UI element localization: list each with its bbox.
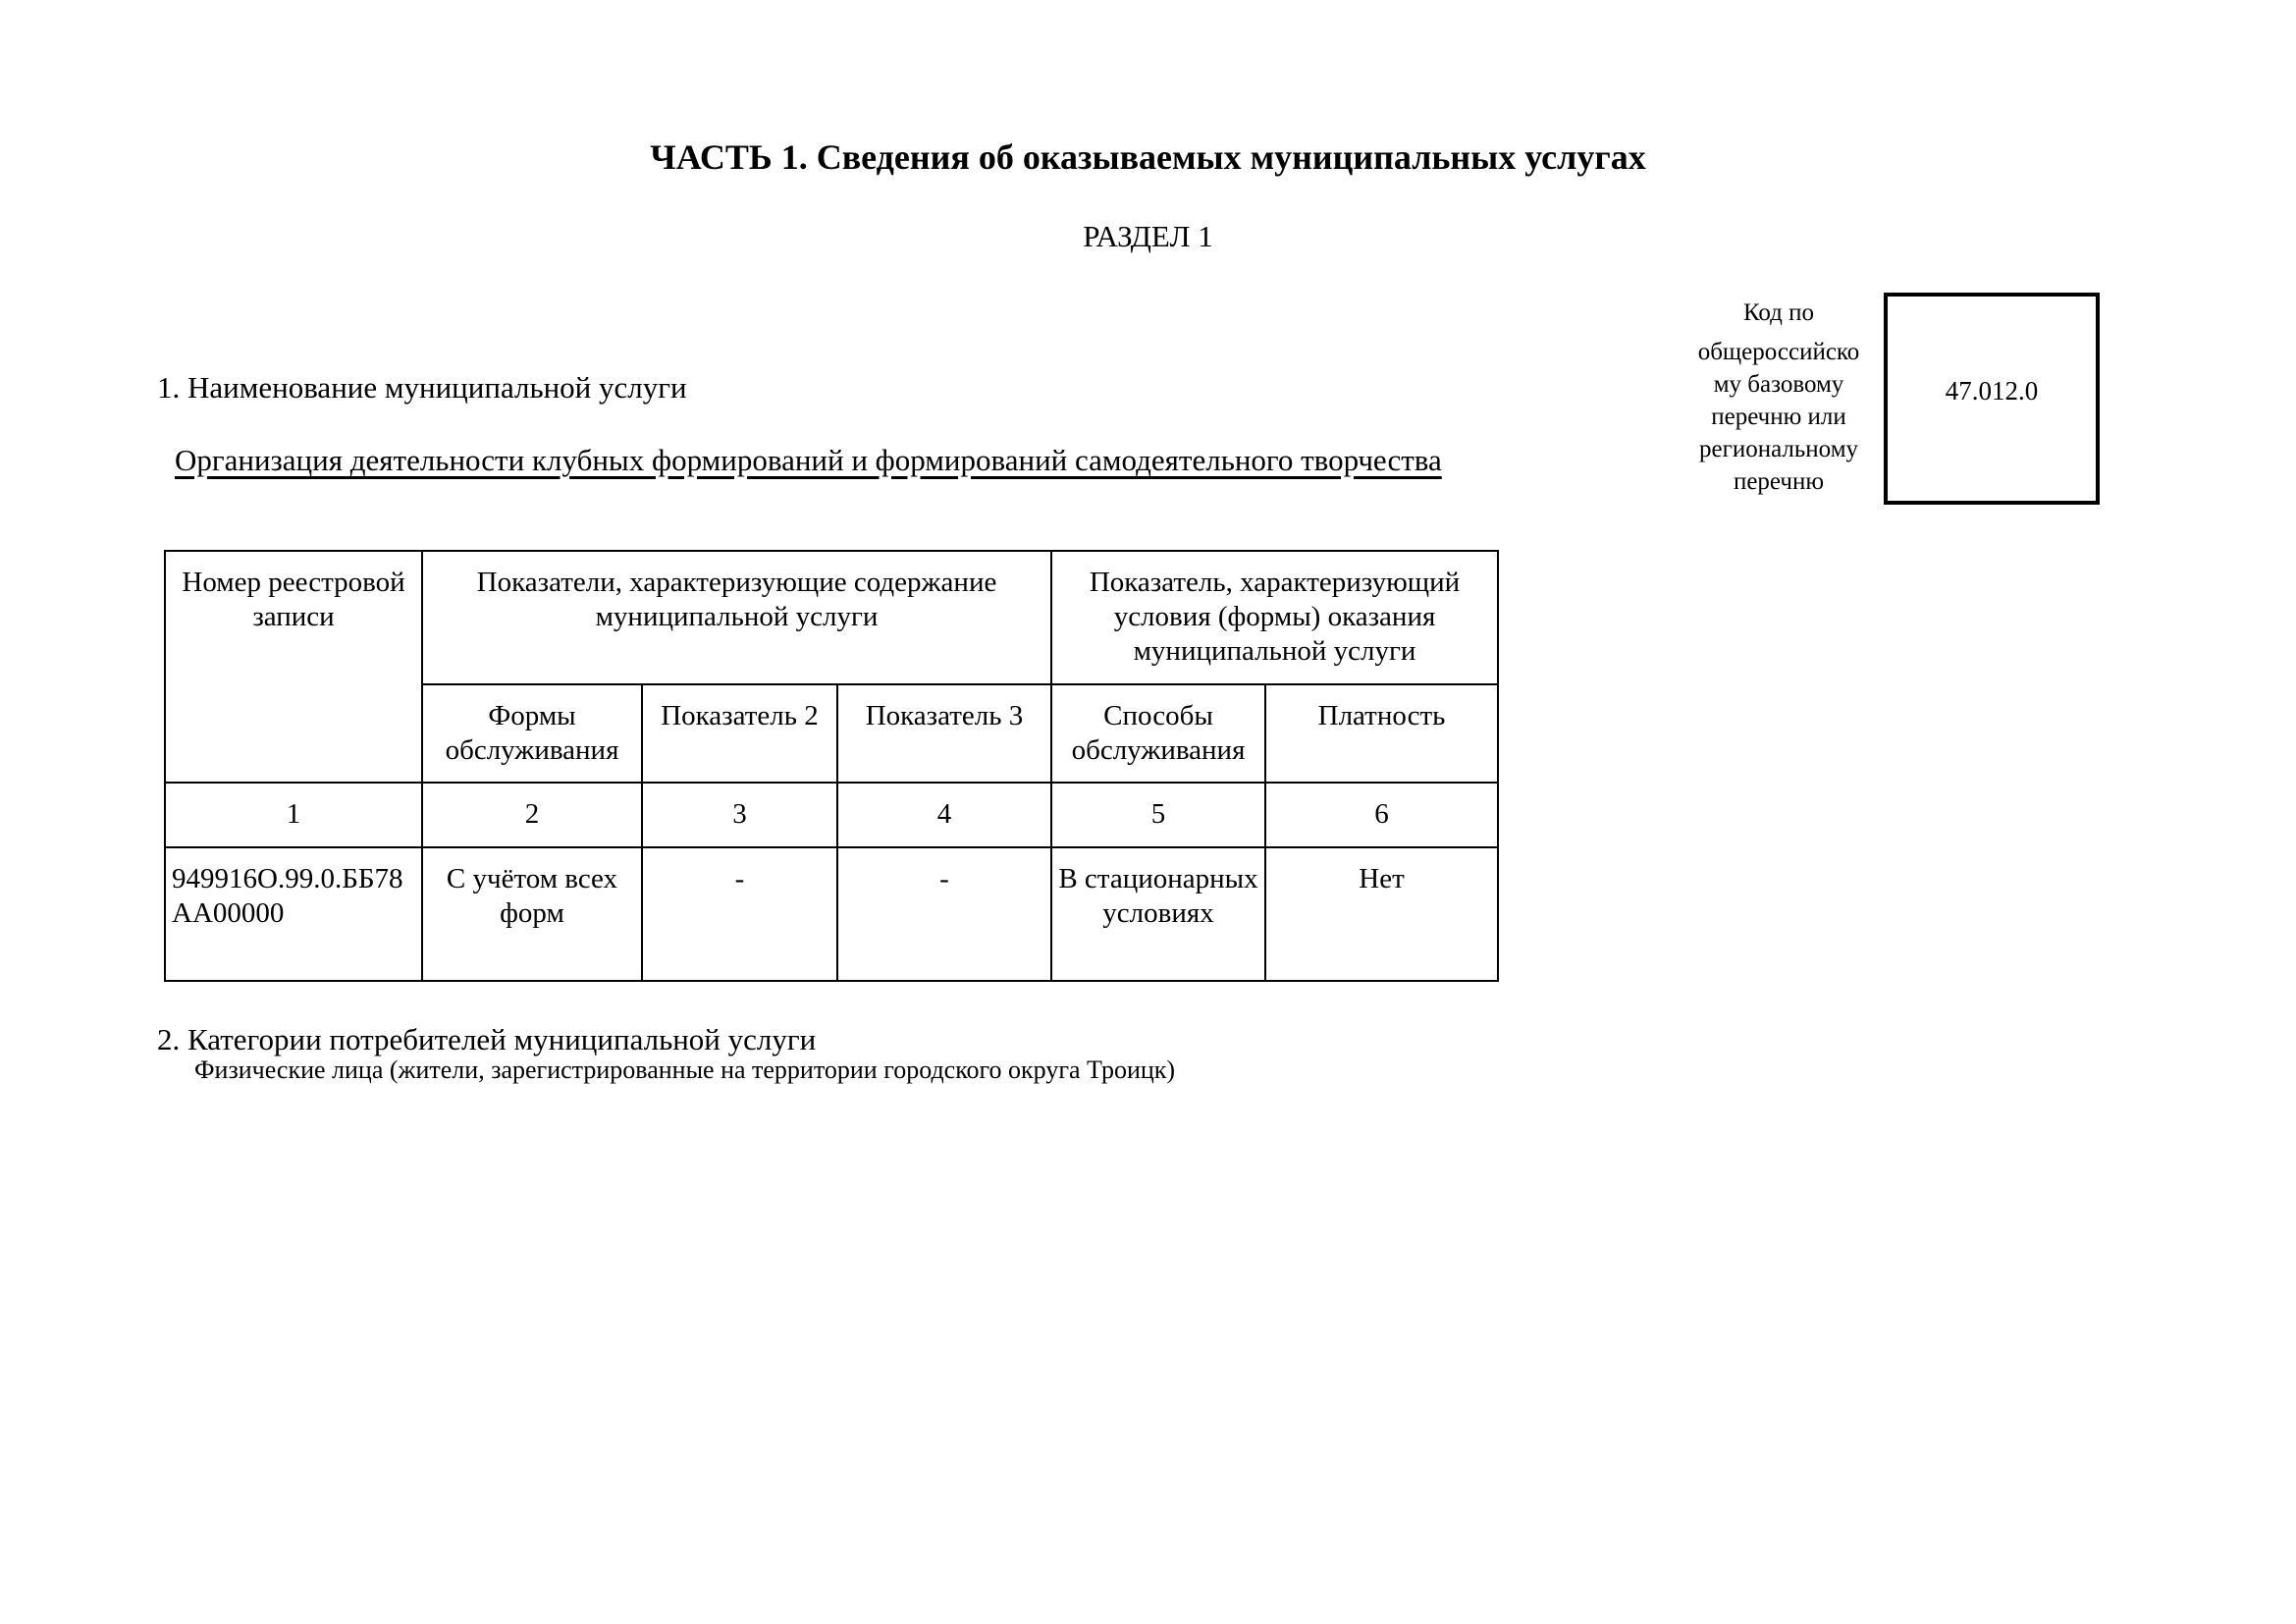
table-cell: - <box>642 847 837 981</box>
column-number-cell: 5 <box>1051 783 1265 847</box>
code-label-line: перечню <box>1733 468 1825 495</box>
code-label-line: перечню или <box>1711 404 1846 430</box>
subheader-cell: Платность <box>1265 684 1498 783</box>
column-number-cell: 3 <box>642 783 837 847</box>
subheader-cell: Показатель 3 <box>837 684 1051 783</box>
table-cell: В стационарных условиях <box>1051 847 1265 981</box>
subheader-cell: Способы обслуживания <box>1051 684 1265 783</box>
registry-table <box>164 550 1499 982</box>
column-number-row <box>165 783 1498 847</box>
service-name-heading: 1. Наименование муниципальной услуги <box>157 370 687 405</box>
column-number-cell: 6 <box>1265 783 1498 847</box>
table-header-row <box>165 551 1498 684</box>
consumer-category-description: Физические лица (жители, зарегистрированные на территории городского округа Троицк) <box>194 1056 1176 1084</box>
subheader-cell: Показатель 2 <box>642 684 837 783</box>
header-condition-indicator: Показатель, характеризующий условия (формы) оказания муниципальной услуги <box>1051 551 1498 684</box>
table-cell: Нет <box>1265 847 1498 981</box>
section-heading: РАЗДЕЛ 1 <box>1083 219 1213 253</box>
column-number-cell: 4 <box>837 783 1051 847</box>
column-number-cell: 2 <box>422 783 642 847</box>
table-cell: - <box>837 847 1051 981</box>
header-content-indicators: Показатели, характеризующие содержание муниципальной услуги <box>422 551 1051 684</box>
code-label <box>1686 297 1871 498</box>
page-title: ЧАСТЬ 1. Сведения об оказываемых муниципальных услугах <box>650 137 1646 177</box>
code-label-line: региональному <box>1698 436 1859 462</box>
table-row <box>165 847 1498 981</box>
code-box <box>1884 293 2100 505</box>
code-label-line: Код по <box>1742 299 1815 326</box>
consumer-category-heading: 2. Категории потребителей муниципальной услуги <box>157 1022 817 1056</box>
code-label-line: общероссийско <box>1697 339 1860 365</box>
table-cell-registry-number: 949916О.99.0.ББ78АА00000 <box>165 847 422 981</box>
subheader-cell: Формы обслуживания <box>422 684 642 783</box>
service-name-value: Организация деятельности клубных формирований и формирований самодеятельного творчества <box>175 443 1442 477</box>
header-registry-number: Номер реестровой записи <box>165 551 422 783</box>
table-cell: С учётом всех форм <box>422 847 642 981</box>
code-value: 47.012.0 <box>1945 375 2039 406</box>
column-number-cell: 1 <box>165 783 422 847</box>
code-label-line: му базовому <box>1713 371 1844 398</box>
